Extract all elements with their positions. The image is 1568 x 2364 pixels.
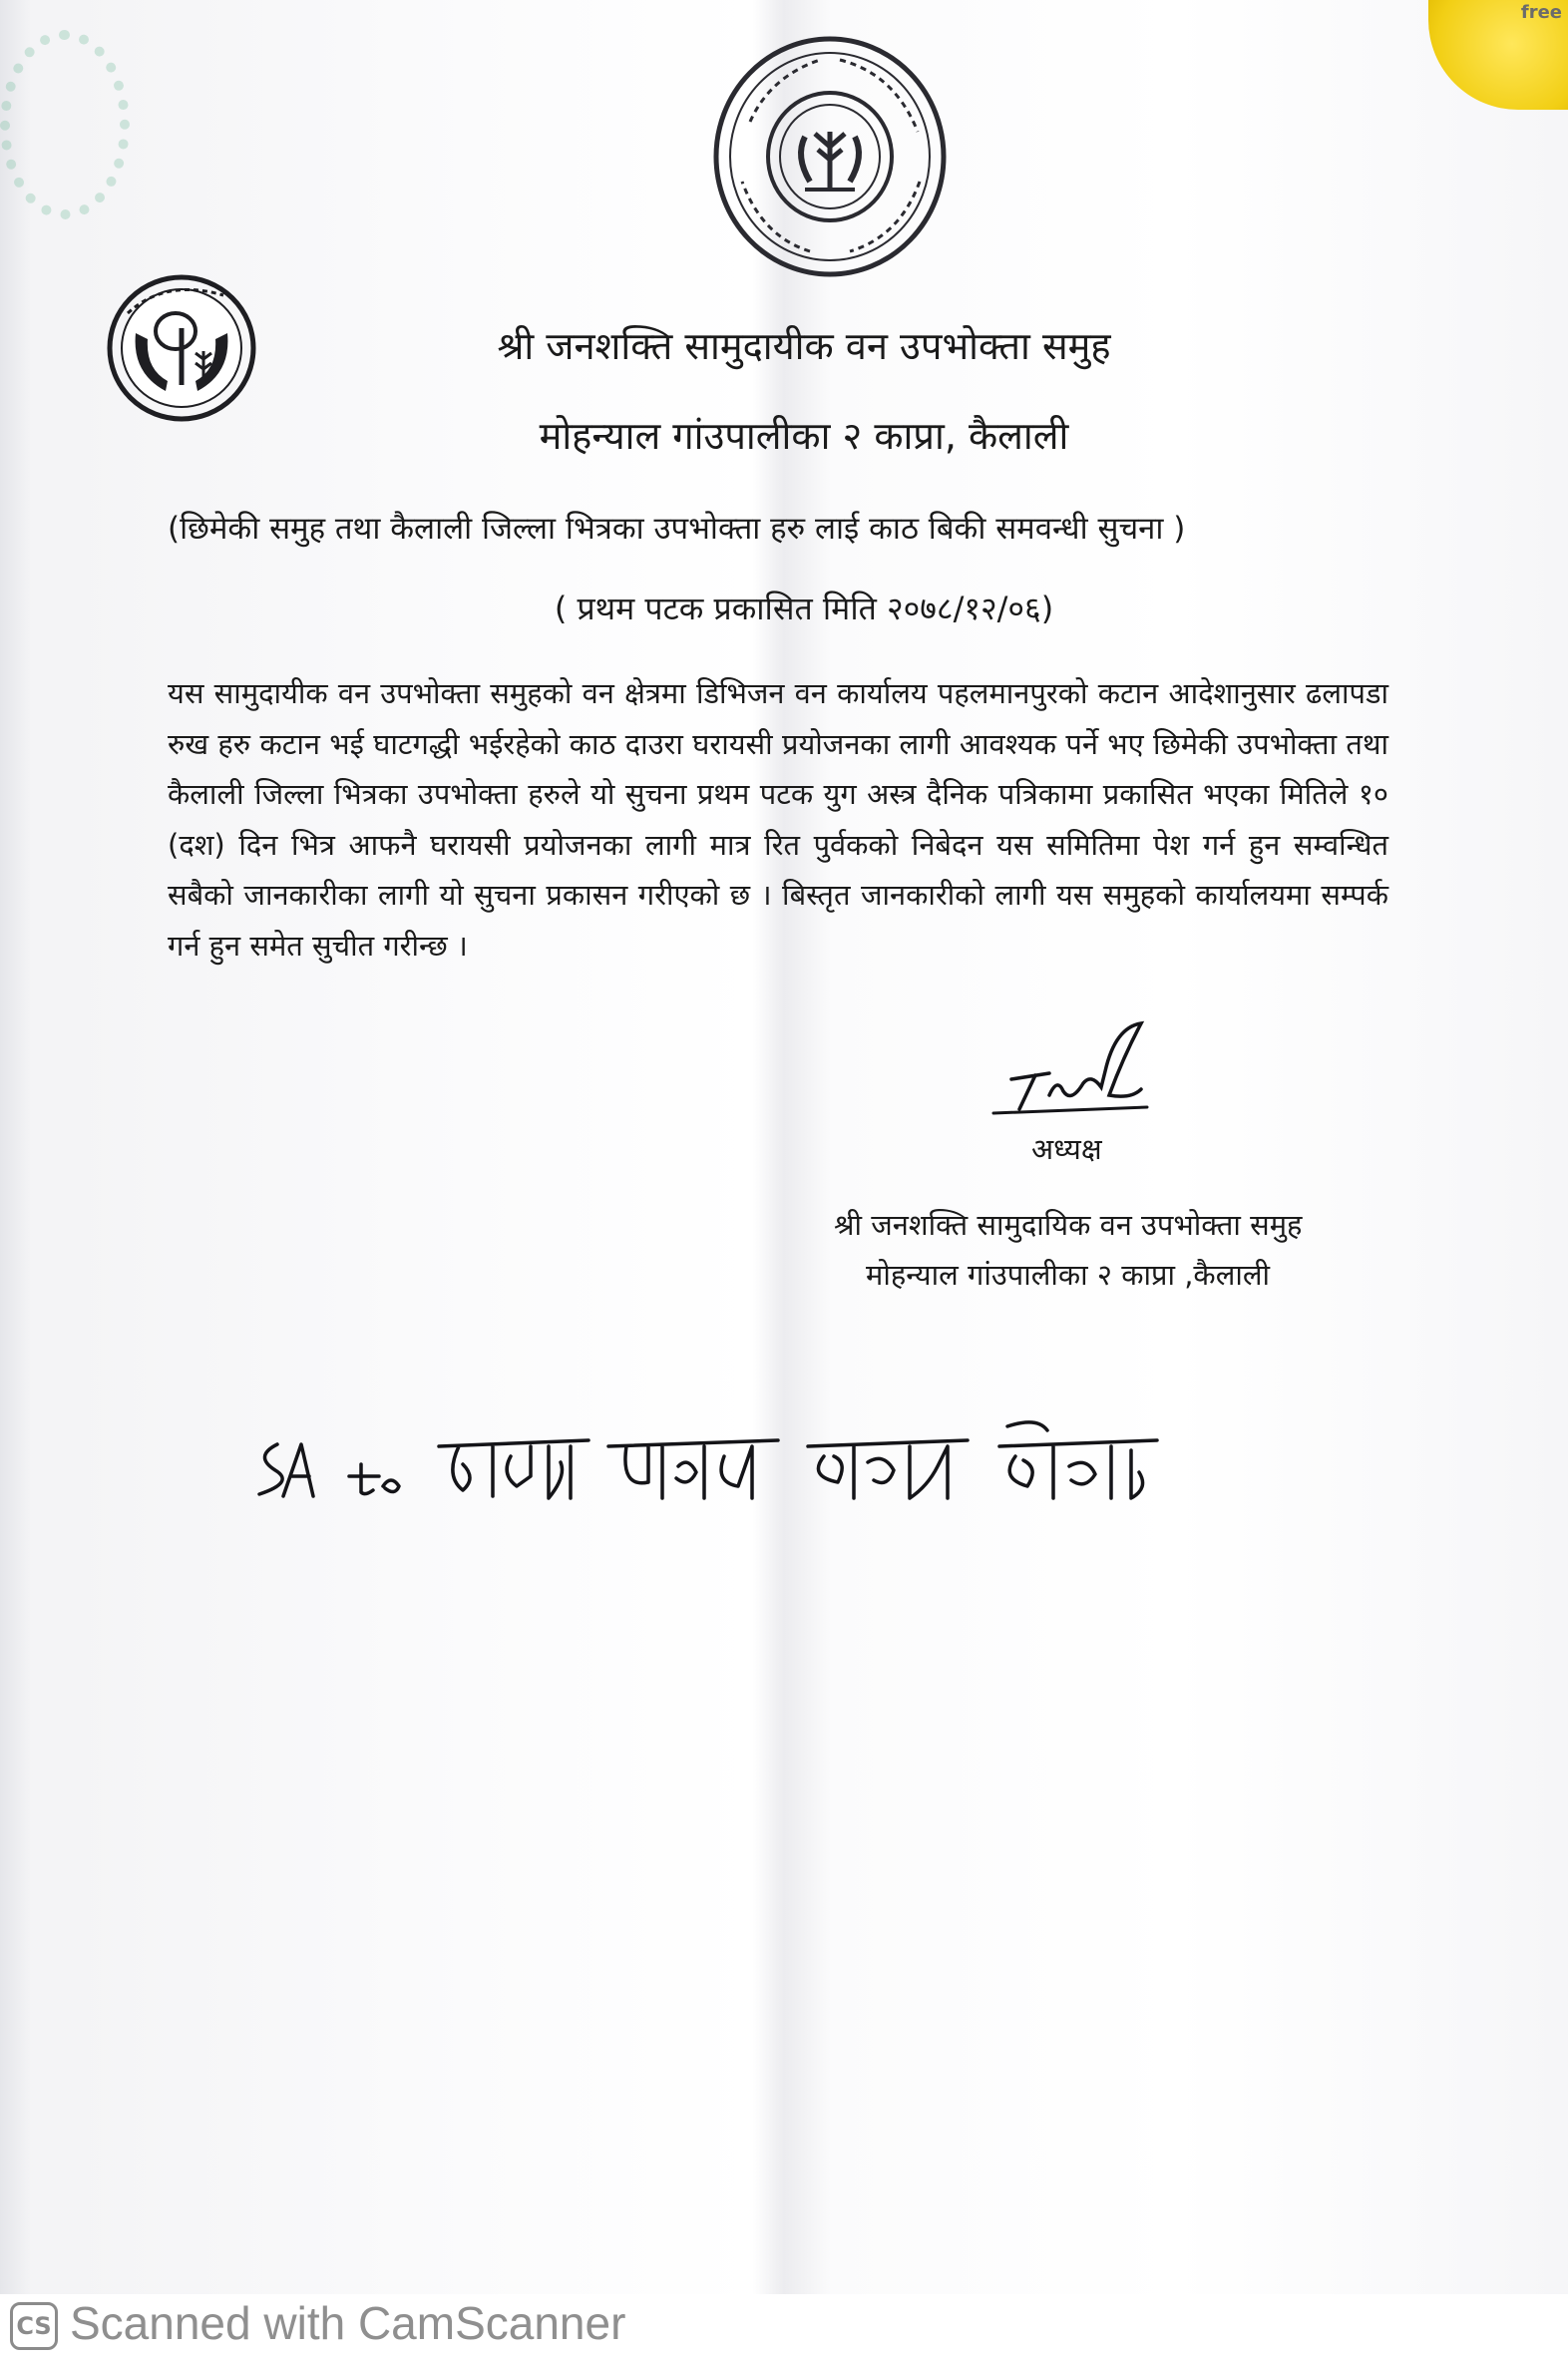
yellow-object-corner: free [1428, 0, 1568, 110]
signatory-title: अध्यक्ष [1031, 1132, 1102, 1166]
organization-address: मोहन्याल गांउपालीका २ काप्रा, कैलाली [539, 414, 1069, 458]
handwritten-note [249, 1416, 1207, 1536]
faded-stamp-mark [0, 30, 130, 219]
signatory-address: मोहन्याल गांउपालीका २ काप्रा ,कैलाली [866, 1258, 1271, 1292]
camscanner-logo-icon: CS [10, 2302, 58, 2350]
signatory-organization: श्री जनशक्ति सामुदायिक वन उपभोक्ता समुह [834, 1208, 1303, 1242]
organization-title: श्री जनशक्ति सामुदायीक वन उपभोक्ता समुह [497, 324, 1111, 368]
notice-subject: (छिमेकी समुह तथा कैलाली जिल्ला भित्रका उपभोक्ता हरु लाई काठ बिकी समवन्धी सुचना ) [168, 511, 1186, 547]
community-forest-seal-icon [710, 32, 950, 281]
signature-mark [991, 1017, 1171, 1117]
notice-body: यस सामुदायीक वन उपभोक्ता समुहको वन क्षेत्रमा डिभिजन वन कार्यालय पहलमानपुरको कटान आदेशानुसार ढलापडा रुख हरु कटान भई घाटगद्धी भईरहेको काठ दाउरा घरायसी प्रयोजनका लागी आवश्यक पर्ने भए छिमेकी उपभोक्ता तथा कैलाली जिल्ला भित्रका उपभोक्ता हरुले यो सुचना प्रथम पटक युग अस्त्र दैनिक पत्रिकामा प्रकासित भएका मितिले १० (दश) दिन भित्र आफनै घरायसी प्रयोजनका लागी मात्र रित पुर्वकको निबेदन यस समितिमा पेश गर्न हुन सम्वन्धित सबैको जानकारीका लागी यो सुचना प्रकासन गरीएको छ । बिस्तृत जानकारीको लागी यस समुहको कार्यालयमा सम्पर्क गर्न हुन समेत सुचीत गरीन्छ । [168, 676, 1388, 963]
camscanner-watermark: Scanned with CamScanner [70, 2297, 626, 2349]
publication-date: ( प्रथम पटक प्रकासित मिति २०७८/१२/०६) [554, 590, 1054, 627]
